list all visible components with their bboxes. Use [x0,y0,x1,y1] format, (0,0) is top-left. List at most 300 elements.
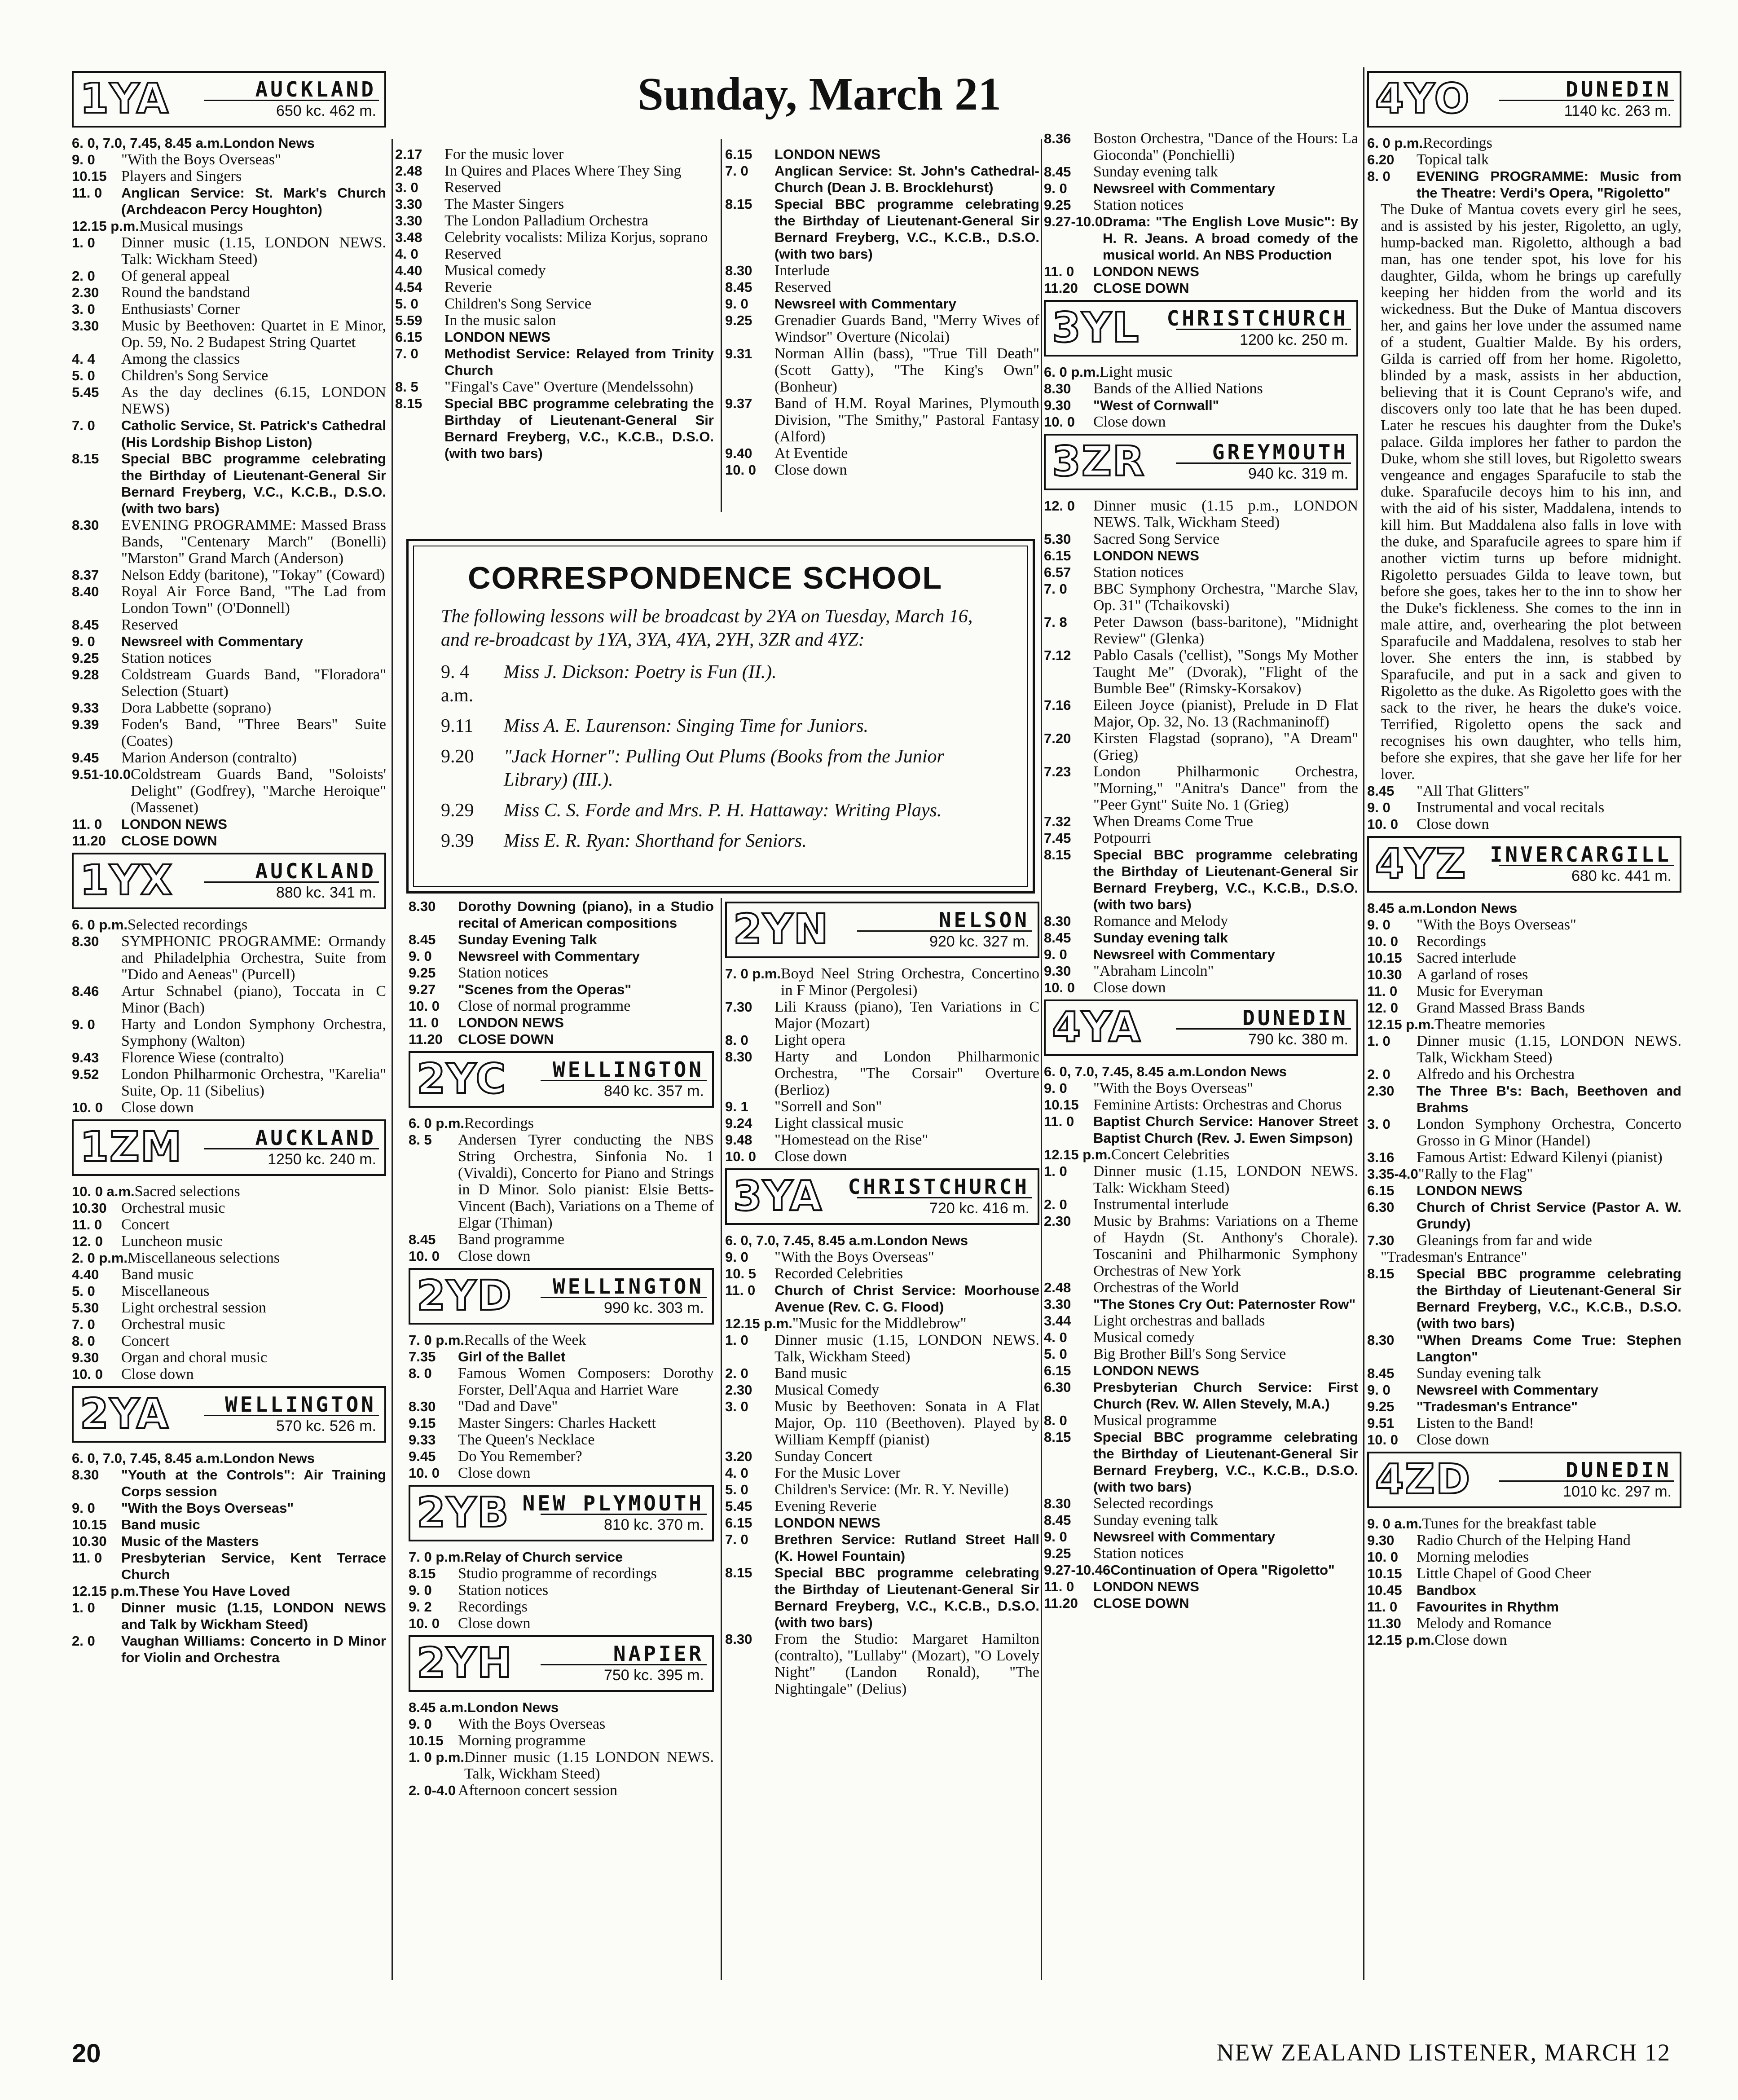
programme-time: 3. 0 [395,180,418,195]
programme-time: 9.28 [72,667,99,682]
programme-time: 1. 0 [1367,1033,1390,1049]
programme-title: Newsreel with Commentary [774,296,956,312]
programme-title: Pablo Casals ('cellist), "Songs My Mother Taught Me" (Dvorak), "Flight of the Bumble Bee" (Rimsky-Korsakov) [1093,647,1358,697]
programme-time: 4.40 [395,263,422,278]
divider [204,1415,379,1416]
programme-title: Dora Labbette (soprano) [121,700,272,716]
divider [204,100,379,101]
programme-entry [1367,1265,1681,1332]
programme-time: 9.52 [72,1066,99,1082]
programme-title: "Rally to the Flag" [1418,1166,1533,1182]
programme-time: 9.30 [72,1350,99,1365]
programme-list [725,965,1039,1165]
programme-entry [725,146,1039,163]
programme-time: 6.15 [1367,1183,1395,1198]
programme-entry [1044,213,1358,263]
programme-title: Newsreel with Commentary [121,634,303,649]
programme-time: 11.20 [72,833,106,849]
programme-entry [395,146,714,163]
programme-list [725,1232,1039,1697]
programme-title: Music by Beethoven: Quartet in E Minor, Op. 59, No. 2 Budapest String Quartet [121,317,386,351]
programme-entry [72,151,386,168]
station-header-2yd [409,1268,714,1325]
programme-entry [72,567,386,583]
programme-entry [1044,263,1358,280]
station-city: NELSON [938,908,1030,932]
programme-time: 7.20 [1044,731,1071,746]
station-header-2yh [409,1635,714,1692]
programme-entry [725,1282,1039,1315]
column-rule [1041,139,1042,1980]
programme-entry [1044,180,1358,197]
programme-entry [72,1049,386,1066]
programme-title: "With the Boys Overseas" [774,1249,934,1265]
programme-entry [1367,1431,1681,1448]
programme-time: 2. 0 [1367,1066,1390,1082]
divider [541,1080,707,1081]
programme-title: Special BBC programme celebrating the Birthday of Lieutenant-General Sir Bernard Freyberg, V.C., K.C.B., D.S.O. (with two bars) [1417,1266,1681,1331]
programme-entry [1044,1063,1358,1080]
programme-time: 8.46 [72,983,99,999]
programme-entry [725,1631,1039,1697]
programme-time: 3.30 [1044,1296,1071,1312]
programme-title: Dinner music (1.15, LONDON NEWS. Talk: Wickham Steed) [1093,1163,1358,1196]
programme-title: Andersen Tyrer conducting the NBS String Orchestra, Sinfonia No. 1 (Vivaldi), Concerto for Piano and Strings in D Minor. Solo pianist: Elsie Betts-Vincent (Bach), Variations on a Theme of Elgar (Thiman) [458,1131,714,1231]
programme-entry [395,179,714,196]
column-rule [721,139,722,512]
programme-entry [1367,966,1681,983]
programme-entry [725,462,1039,478]
programme-title: Presbyterian Church Service: First Church (Rev. W. Allen Stevely, M.A.) [1093,1379,1358,1412]
station-frequency: 920 kc. 327 m. [929,933,1030,950]
programme-time: 1. 0 [72,1600,95,1616]
programme-title: Feminine Artists: Orchestras and Chorus [1093,1096,1342,1113]
programme-entry [409,1615,714,1632]
programme-time: 9.25 [1044,197,1071,213]
programme-time: 8.45 a.m. [409,1699,467,1715]
programme-entry [1367,799,1681,816]
programme-title: Musical Comedy [774,1382,880,1398]
programme-time: 11. 0 [725,1282,756,1298]
station-call-sign: 4YO [1375,75,1470,123]
programme-entry [1367,1166,1681,1182]
programme-entry [395,246,714,262]
programme-entry [1367,1365,1681,1382]
station-city: INVERCARGILL [1490,842,1672,867]
programme-title: Baptist Church Service: Hanover Street Baptist Church (Rev. J. Ewen Simpson) [1093,1114,1358,1146]
lesson-entry [441,660,1000,707]
programme-entry [395,379,714,395]
programme-entry [725,1249,1039,1265]
programme-time: 9.45 [72,750,99,766]
programme-list [409,1115,714,1264]
station-city: WELLINGTON [553,1057,704,1082]
programme-entry [1367,783,1681,799]
programme-time: 9. 0 [409,948,432,964]
programme-time: 1. 0 [1044,1163,1067,1179]
programme-entry [1044,813,1358,830]
programme-title: SYMPHONIC PROGRAMME: Ormandy and Philadelphia Orchestra, Suite from "Dido and Aeneas" (Purcell) [121,933,386,983]
programme-entry [409,1598,714,1615]
programme-time: 6.15 [1044,548,1071,564]
programme-entry [1044,163,1358,180]
programme-time: 5. 0 [72,1283,95,1299]
programme-time: 2. 0 [72,268,95,284]
programme-time: 11. 0 [1367,983,1398,999]
station-frequency: 1250 kc. 240 m. [268,1151,376,1168]
programme-title: London News [223,1450,315,1466]
programme-entry [725,295,1039,312]
programme-title: "West of Cornwall" [1093,397,1219,413]
programme-title: Coldstream Guards Band, "Floradora" Selection (Stuart) [121,666,386,700]
programme-title: Recordings [1417,933,1486,950]
programme-time: 10. 0 [409,1248,440,1264]
programme-entry [1044,1578,1358,1595]
programme-time: 9.51-10.0 [72,766,131,782]
lesson-time: 9.29 [441,800,474,821]
programme-title: Bandbox [1417,1582,1476,1598]
programme-entry [1044,1512,1358,1528]
programme-time: 2. 0 [725,1365,748,1381]
programme-title: Morning melodies [1417,1549,1529,1565]
programme-time: 9. 0 [409,1716,432,1732]
programme-entry [409,1348,714,1365]
programme-title: Reserved [444,246,502,262]
programme-entry [409,1415,714,1431]
station-city: CHRISTCHURCH [848,1175,1030,1199]
programme-title: Band music [121,1266,194,1283]
programme-time: 7. 0 [72,1316,95,1332]
programme-entry [72,185,386,218]
programme-title: Presbyterian Service, Kent Terrace Church [121,1550,386,1582]
programme-time: 4. 4 [72,351,95,367]
station-frequency: 840 kc. 357 m. [603,1083,704,1100]
programme-title: Close down [458,1248,531,1264]
programme-title: Sunday evening talk [1093,1512,1218,1528]
programme-entry [1044,1146,1358,1163]
programme-title: Selected recordings [1093,1495,1214,1512]
programme-entry [725,279,1039,295]
programme-time: 8.15 [725,1565,752,1581]
programme-title: Musical comedy [444,262,546,279]
programme-entry [1367,1066,1681,1083]
programme-entry [72,1266,386,1283]
programme-entry [72,417,386,450]
column-3-bottom [725,898,1039,1697]
programme-entry [1044,1362,1358,1379]
programme-title: Recalls of the Week [464,1332,586,1348]
programme-title: Reserved [444,179,502,196]
programme-time: 9.15 [409,1415,436,1431]
divider [204,1148,379,1149]
programme-list [1044,364,1358,430]
programme-list [409,898,714,1048]
programme-entry [1367,1515,1681,1532]
programme-time: 9.40 [725,445,752,461]
programme-title: Morning programme [458,1732,586,1749]
station-frequency: 650 kc. 462 m. [276,102,376,119]
programme-entry [72,1500,386,1516]
programme-time: 11.30 [1367,1616,1401,1631]
programme-title: Light classical music [774,1115,904,1131]
programme-title: The London Palladium Orchestra [444,212,649,229]
column-2-top [395,146,714,462]
programme-time: 8.30 [409,898,436,914]
programme-entry [1367,1149,1681,1166]
programme-time: 3. 0 [72,301,95,317]
programme-title: Station notices [458,1582,549,1598]
programme-list [1367,900,1681,1448]
programme-time: 8.30 [72,1467,99,1483]
programme-time: 7. 0 p.m. [409,1332,465,1348]
programme-entry [1044,830,1358,846]
station-frequency: 940 kc. 319 m. [1248,465,1348,482]
column-rule [1363,67,1364,1980]
page-title: Sunday, March 21 [638,68,1002,120]
programme-time [1367,1249,1381,1265]
programme-entry [1044,1412,1358,1429]
programme-entry [1044,414,1358,430]
programme-entry [72,1466,386,1500]
programme-title: Organ and choral music [121,1349,268,1366]
programme-title: "With the Boys Overseas" [121,151,281,168]
programme-entry [72,1366,386,1382]
programme-entry [1044,1213,1358,1279]
station-header-4ya [1044,999,1358,1056]
programme-time: 12. 0 [1044,498,1075,514]
programme-title: Romance and Melody [1093,913,1228,929]
programme-entry [72,716,386,749]
programme-entry [1044,1163,1358,1196]
programme-list [1044,497,1358,996]
programme-entry [1367,1116,1681,1149]
programme-entry [1367,201,1681,783]
programme-time: 2.48 [1044,1280,1071,1295]
programme-title: Music by Brahms: Variations on a Theme of Haydn (St. Anthony's Chorale). Toscanini and Philharmonic Symphony Orchestras of New York [1093,1213,1358,1279]
programme-list [1044,1063,1358,1611]
programme-title: Sacred Song Service [1093,531,1220,547]
programme-entry [725,445,1039,462]
programme-title: A garland of roses [1417,966,1528,983]
programme-time: 9. 0 [1367,800,1390,815]
programme-time: 11. 0 [1044,264,1074,279]
programme-time: 8.45 a.m. [1367,900,1426,916]
programme-entry [72,517,386,567]
programme-entry [1044,929,1358,946]
programme-title: London Symphony Orchestra, Concerto Grosso in G Minor (Handel) [1417,1116,1681,1149]
programme-time: 10.15 [1044,1097,1079,1113]
programme-title: LONDON NEWS [121,816,227,832]
programme-time: 9.30 [1044,963,1071,979]
programme-time: 10.15 [1367,950,1402,966]
programme-time: 8.30 [409,1399,436,1414]
programme-title: "Tradesman's Entrance" [1381,1249,1527,1265]
programme-time: 3. 0 [725,1399,748,1414]
programme-title: Studio programme of recordings [458,1565,657,1582]
programme-title: Close down [458,1465,531,1481]
programme-entry [725,312,1039,345]
lesson-time: 9.39 [441,831,474,851]
programme-time: 11. 0 [1044,1579,1074,1594]
programme-time: 7. 0 [725,163,748,179]
programme-entry [1044,697,1358,730]
correspondence-intro: The following lessons will be broadcast by 2YA on Tuesday, March 16, and re-broadcast by 1YA, 3YA, 4YA, 2YH, 3ZR and 4YZ: [441,606,973,650]
programme-time: 6.15 [725,1515,752,1531]
programme-time: 9.31 [725,346,752,361]
programme-entry [72,933,386,983]
programme-time: 8.30 [1044,913,1071,929]
programme-entry [1044,1113,1358,1146]
programme-list [1044,130,1358,296]
divider [857,930,1032,932]
programme-time: 9.24 [725,1115,752,1131]
programme-title: From the Studio: Margaret Hamilton (contralto), "Lullaby" (Mozart), "O Lovely Night" (Landon Ronald), "The Nightingale" (Delius) [774,1631,1039,1697]
programme-title: Tunes for the breakfast table [1422,1515,1597,1532]
programme-title: Sunday evening talk [1093,930,1228,946]
programme-title: Luncheon music [121,1233,223,1250]
programme-entry [725,163,1039,196]
programme-time: 2. 0 p.m. [72,1250,128,1266]
programme-entry [72,384,386,417]
programme-title: Grenadier Guards Band, "Merry Wives of Windsor" Overture (Nicolai) [774,312,1039,345]
programme-entry [725,1032,1039,1048]
programme-entry [1044,564,1358,581]
programme-title: Famous Artist: Edward Kilenyi (pianist) [1417,1149,1663,1166]
programme-time: 7.16 [1044,697,1071,713]
programme-title: EVENING PROGRAMME: Massed Brass Bands, "Centenary March" (Bonelli) "Marston" Grand March (Anderson) [121,517,386,567]
programme-entry [72,1633,386,1666]
programme-time: 2.30 [1367,1083,1395,1099]
programme-title: Evening Reverie [774,1498,877,1514]
programme-time: 8.45 [409,1232,436,1247]
programme-entry [409,898,714,931]
programme-entry [409,1115,714,1131]
programme-entry [409,1749,714,1782]
programme-time: 9.27 [409,982,436,997]
station-city: WELLINGTON [225,1392,376,1417]
programme-time: 9. 0 [1367,1382,1390,1398]
divider [1176,329,1351,330]
programme-entry [1044,531,1358,547]
programme-entry [72,1250,386,1266]
programme-time: 10. 0 [1044,414,1075,430]
programme-time: 8.45 [1044,1512,1071,1528]
programme-entry [395,163,714,179]
programme-title: Alfredo and his Orchestra [1417,1066,1575,1083]
programme-time: 10. 0 [725,1149,756,1164]
programme-entry [725,1398,1039,1448]
programme-time: 4.54 [395,279,422,295]
programme-entry [72,1299,386,1316]
programme-time: 5.59 [395,313,422,328]
programme-entry [409,1549,714,1565]
programme-time: 10.45 [1367,1582,1402,1598]
programme-time: 9. 0 [72,634,95,649]
programme-time: 10.15 [72,1517,107,1532]
programme-title: Music for Everyman [1417,983,1543,999]
station-frequency: 810 kc. 370 m. [603,1516,704,1533]
lesson-time: 9. 4 a.m. [441,662,474,706]
programme-entry [1367,135,1681,151]
programme-title: LONDON NEWS [1093,1579,1199,1594]
programme-entry [1367,999,1681,1016]
programme-title: Newsreel with Commentary [1093,1529,1275,1545]
programme-entry [1044,1595,1358,1611]
station-header-1zm [72,1119,386,1176]
station-header-1ya [72,71,386,128]
programme-time: 9. 0 [1044,181,1067,196]
programme-entry [1367,900,1681,916]
programme-time: 3.20 [725,1448,752,1464]
programme-title: Afternoon concert session [458,1782,618,1799]
programme-title: London Philharmonic Orchestra, "Karelia" Suite, Op. 11 (Sibelius) [121,1066,386,1099]
programme-title: LONDON NEWS [774,146,880,162]
programme-time: 3.48 [395,229,422,245]
programme-time: 8.45 [725,279,752,295]
programme-entry [72,1583,386,1599]
column-rule [721,898,722,1980]
divider [541,1514,707,1515]
programme-time: 7.45 [1044,830,1071,846]
programme-entry [1367,1565,1681,1582]
programme-time: 6. 0, 7.0, 7.45, 8.45 a.m. [72,1450,224,1466]
programme-entry [72,135,386,151]
programme-title: Master Singers: Charles Hackett [458,1415,656,1431]
programme-title: Foden's Band, "Three Bears" Suite (Coates) [121,716,386,749]
programme-title: LONDON NEWS [1093,264,1199,279]
programme-time: 7.30 [1367,1233,1395,1248]
programme-entry [725,965,1039,999]
station-frequency: 1010 kc. 297 m. [1563,1483,1672,1500]
programme-entry [395,212,714,229]
programme-title: Interlude [774,262,830,279]
programme-entry [1367,1182,1681,1199]
station-frequency: 680 kc. 441 m. [1571,867,1672,885]
station-call-sign: 1YA [80,75,170,123]
station-header-3yl [1044,300,1358,357]
station-call-sign: 2YD [417,1272,512,1320]
programme-title: "Abraham Lincoln" [1093,963,1214,979]
station-call-sign: 2YH [417,1639,513,1687]
programme-entry [1044,1379,1358,1412]
programme-time [1367,201,1381,783]
programme-time: 11. 0 [1367,1599,1398,1615]
programme-title: Light opera [774,1032,845,1048]
programme-entry [409,1582,714,1598]
programme-time: 10. 0 [1367,933,1398,949]
programme-title: In Quires and Places Where They Sing [444,163,682,179]
programme-time: 5.45 [725,1498,752,1514]
programme-title: "With the Boys Overseas" [1093,1080,1253,1096]
programme-title: Recordings [1423,135,1492,151]
programme-entry [72,666,386,700]
divider [1176,1028,1351,1030]
programme-entry [1367,1016,1681,1033]
programme-time: 7. 0 [72,418,95,433]
programme-title: Music of the Masters [121,1533,259,1549]
programme-title: Peter Dawson (bass-baritone), "Midnight Review" (Glenka) [1093,614,1358,647]
programme-title: Players and Singers [121,168,242,185]
programme-entry [409,998,714,1014]
programme-title: Favourites in Rhythm [1417,1599,1559,1615]
programme-title: LONDON NEWS [1417,1183,1522,1198]
programme-entry [1367,983,1681,999]
programme-time: 2.30 [725,1382,752,1398]
programme-time: 5. 0 [725,1482,748,1497]
programme-entry [1044,963,1358,979]
programme-entry [1044,197,1358,213]
programme-time: 6.30 [1367,1199,1395,1215]
